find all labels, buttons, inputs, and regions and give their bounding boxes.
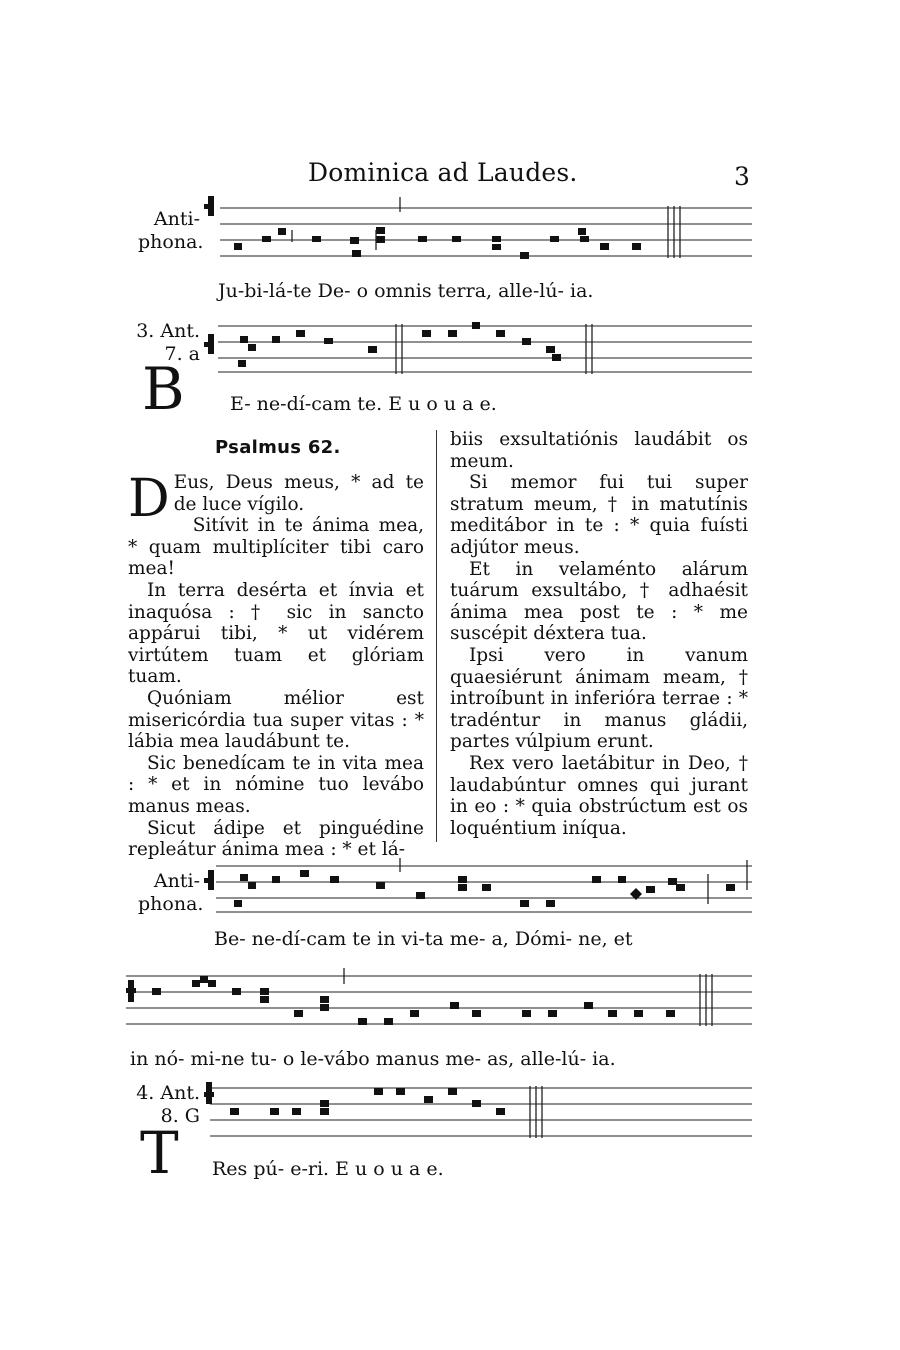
chant-lyrics: Ju-bi-lá-te De- o omnis terra, alle-lú- ia. [218, 280, 594, 302]
psalm-right-column [450, 429, 748, 839]
psalm-verse: Si memor fui tui super stratum meum, † in matutínis meditábor in te : * quia fuísti adjútor meus. [450, 472, 748, 558]
drop-cap-initial: T [140, 1119, 179, 1187]
psalm-verse: Sicut ádipe et pinguédine repleátur ánima mea : * et lá- [128, 817, 424, 861]
psalm-verse: Sic benedícam te in vita mea : * et in nómine tuo levábo manus meas. [128, 752, 424, 817]
antiphon-label [138, 208, 204, 254]
psalm-verse: Quóniam mélior est misericórdia tua super vitas : * lábia mea laudábunt te. [128, 687, 424, 753]
label-line: phona. [138, 893, 204, 915]
label-line: 8. G [160, 1105, 200, 1127]
page-title: Dominica ad Laudes. [308, 158, 578, 187]
psalm-verse: Ipsi vero in vanum quaesiérunt ánimam meam, † introíbunt in inferióra terrae : * tradéntur in manus gládii, partes vúlpium erunt. [450, 644, 748, 753]
drop-cap-initial: D [128, 469, 170, 529]
psalm-verse: Rex vero laetábitur in Deo, † laudabúntur omnes qui jurant in eo : * quia obstrúctum est os loquéntium iníqua. [450, 752, 748, 839]
chant-lyrics: in nó- mi-ne tu- o le-vábo manus me- as, alle-lú- ia. [130, 1048, 616, 1070]
label-line: Anti- [153, 208, 200, 230]
label-line: 4. Ant. [136, 1082, 200, 1104]
psalm-verse: Eus, Deus meus, * ad te de luce vígilo. [173, 472, 424, 515]
page-number: 3 [734, 162, 750, 191]
antiphon-label [138, 870, 204, 916]
drop-cap-initial: B [142, 355, 185, 423]
psalm-verse: biis exsultatiónis laudábit os meum. [450, 429, 748, 472]
label-line: Anti- [153, 870, 200, 892]
chant-staff-5 [200, 1078, 752, 1142]
chant-lyrics: Res pú- e-ri. E u o u a e. [212, 1158, 444, 1180]
chant-lyrics: E- ne-dí-cam te. E u o u a e. [230, 393, 497, 415]
label-line: 3. Ant. [136, 320, 200, 342]
psalm-verse: Et in velaménto alárum tuárum exsultábo, † adhaésit ánima mea post te : * me suscépit déxtera tua. [450, 558, 748, 645]
label-line: 7. a [164, 343, 200, 365]
chant-staff-3 [200, 856, 752, 926]
psalm-title: Psalmus 62. [215, 437, 341, 458]
chant-staff-4 [120, 966, 752, 1042]
column-divider [436, 430, 437, 842]
psalm-verse: In terra desérta et ínvia et inaquósa : † sic in sancto appárui tibi, * ut vidérem virtútem tuam et glóriam tuam. [128, 579, 424, 688]
label-line: phona. [138, 231, 204, 253]
psalm-verse: Sitívit in te ánima mea, * quam multiplíciter tibi caro mea! [128, 515, 424, 580]
chant-staff-1 [200, 192, 752, 272]
chant-lyrics: Be- ne-dí-cam te in vi-ta me- a, Dómi- ne, et [214, 928, 633, 950]
psalm-left-column [128, 469, 424, 861]
chant-staff-2 [200, 318, 752, 378]
